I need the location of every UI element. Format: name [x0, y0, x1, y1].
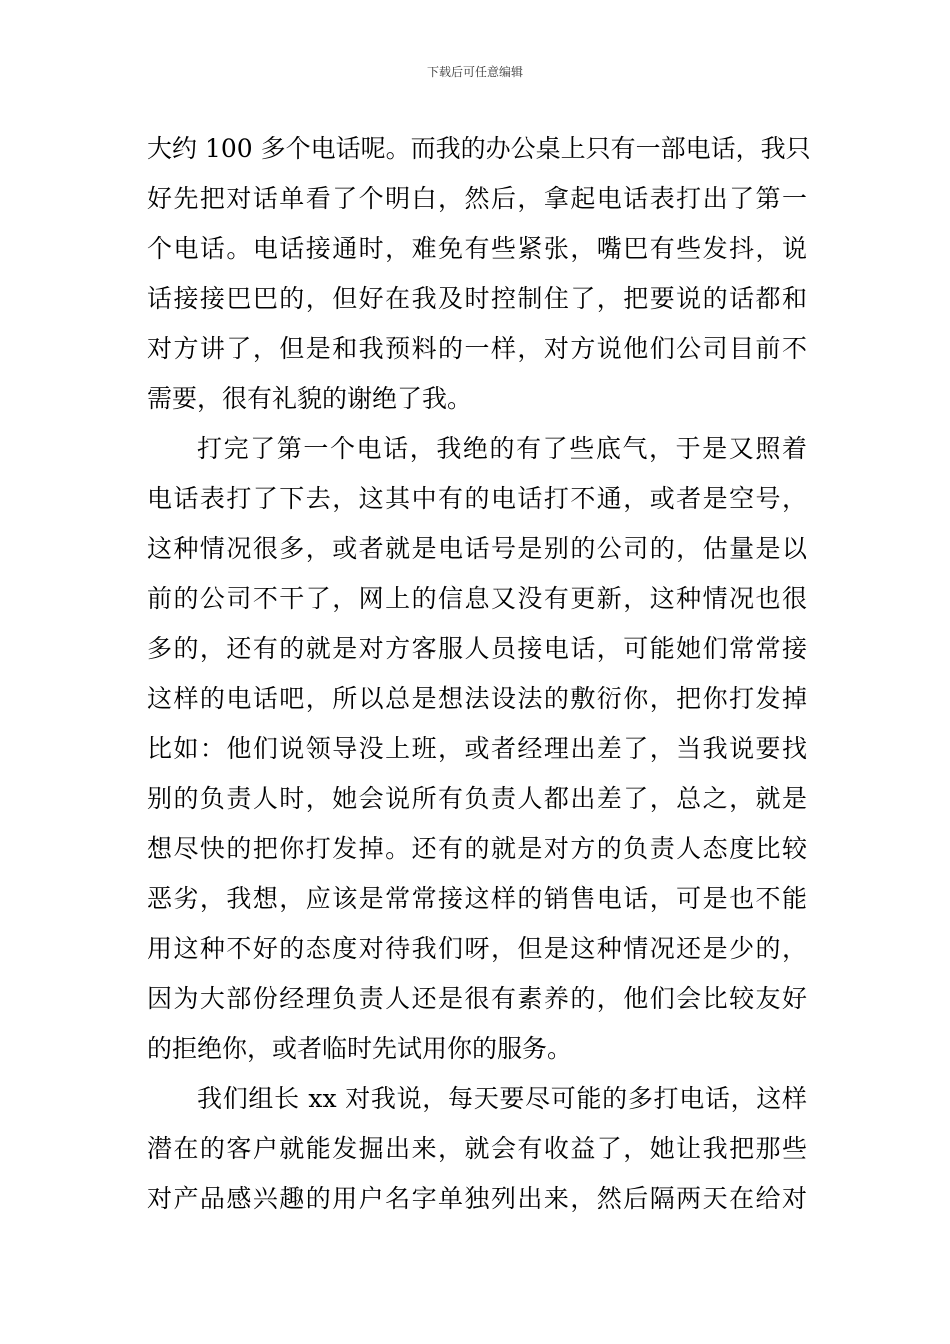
text-line: 个电话。电话接通时，难免有些紧张，嘴巴有些发抖，说 [147, 234, 807, 263]
paragraph-1 [147, 124, 811, 424]
text-line: 潜在的客户就能发掘出来，就会有收益了，她让我把那些 [147, 1134, 807, 1163]
text-line: 对产品感兴趣的用户名字单独列出来，然后隔两天在给对 [147, 1184, 807, 1213]
paragraph-3 [147, 1074, 807, 1224]
text-line: 我们组长 xx 对我说，每天要尽可能的多打电话，这样 [197, 1084, 807, 1113]
text-line: 好先把对话单看了个明白，然后，拿起电话表打出了第一 [147, 184, 807, 213]
document-body [147, 124, 811, 1224]
text-line: 对方讲了，但是和我预料的一样，对方说他们公司目前不 [147, 334, 807, 363]
page-header: 下载后可任意编辑 [426, 65, 523, 79]
text-line: 多的，还有的就是对方客服人员接电话，可能她们常常接 [147, 634, 807, 663]
text-line: 需要，很有礼貌的谢绝了我。 [147, 384, 473, 413]
text-line: 这样的电话吧，所以总是想法设法的敷衍你，把你打发掉 [147, 684, 807, 713]
text-line: 电话表打了下去，这其中有的电话打不通，或者是空号， [147, 484, 807, 513]
text-line: 别的负责人时，她会说所有负责人都出差了，总之，就是 [147, 784, 807, 813]
text-line: 因为大部份经理负责人还是很有素养的，他们会比较友好 [147, 984, 807, 1013]
text-line: 这种情况很多，或者就是电话号是别的公司的，估量是以 [147, 534, 807, 563]
text-line: 打完了第一个电话，我绝的有了些底气，于是又照着 [197, 434, 807, 463]
text-line: 用这种不好的态度对待我们呀，但是这种情况还是少的， [147, 934, 807, 963]
paragraph-2 [147, 424, 807, 1074]
text-line: 比如：他们说领导没上班，或者经理出差了，当我说要找 [147, 734, 807, 763]
text-line: 想尽快的把你打发掉。还有的就是对方的负责人态度比较 [147, 834, 807, 863]
text-line: 大约 100 多个电话呢。而我的办公桌上只有一部电话，我只 [147, 134, 811, 163]
text-line: 前的公司不干了，网上的信息又没有更新，这种情况也很 [147, 584, 807, 613]
text-line: 的拒绝你，或者临时先试用你的服务。 [147, 1034, 573, 1063]
text-line: 话接接巴巴的，但好在我及时控制住了，把要说的话都和 [147, 284, 807, 313]
text-line: 恶劣，我想，应该是常常接这样的销售电话，可是也不能 [147, 884, 807, 913]
